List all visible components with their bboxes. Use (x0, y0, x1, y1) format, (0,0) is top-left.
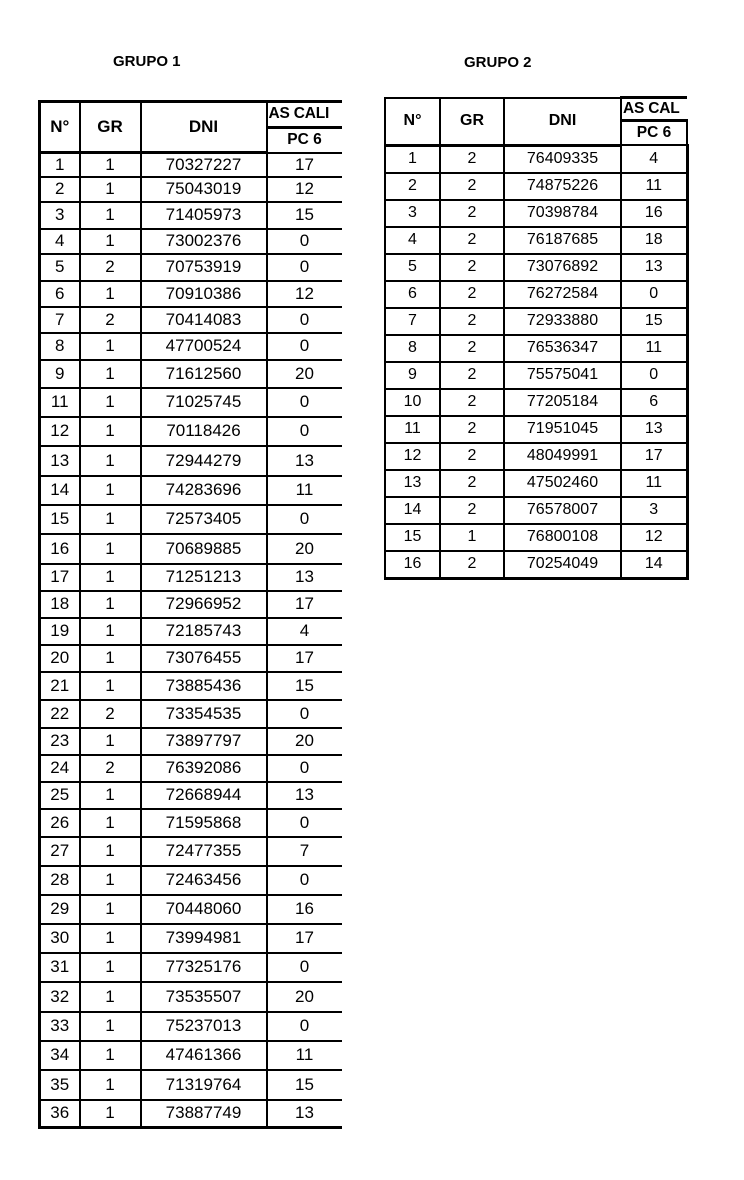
table-row (40, 1100, 342, 1128)
cell-dni: 76578007 (504, 497, 621, 524)
cell-number: 32 (40, 982, 80, 1012)
cell-group: 2 (440, 470, 504, 497)
header-number: N° (385, 98, 440, 146)
cell-number: 4 (40, 229, 80, 254)
cell-score: 11 (267, 476, 342, 505)
cell-dni: 71951045 (504, 416, 621, 443)
cell-score: 0 (267, 254, 342, 281)
cell-group: 1 (80, 645, 141, 672)
cell-number: 6 (40, 281, 80, 307)
cell-score: 11 (621, 470, 687, 497)
cell-group: 2 (440, 551, 504, 579)
cell-group: 1 (80, 333, 141, 360)
cell-dni: 76536347 (504, 335, 621, 362)
table-row (385, 200, 687, 227)
cell-dni: 77205184 (504, 389, 621, 416)
cell-score: 17 (621, 443, 687, 470)
cell-group: 1 (80, 534, 141, 564)
cell-dni: 70327227 (141, 153, 267, 177)
cell-dni: 70254049 (504, 551, 621, 579)
cell-score: 13 (267, 564, 342, 591)
table-row (40, 417, 342, 446)
cell-number: 12 (385, 443, 440, 470)
cell-dni: 70910386 (141, 281, 267, 307)
cell-number: 13 (40, 446, 80, 476)
cell-dni: 71595868 (141, 809, 267, 837)
cell-dni: 71612560 (141, 360, 267, 388)
table-row (40, 202, 342, 229)
cell-group: 1 (80, 153, 141, 177)
cell-group: 1 (80, 782, 141, 809)
cell-dni: 74283696 (141, 476, 267, 505)
cell-dni: 71405973 (141, 202, 267, 229)
cell-dni: 73535507 (141, 982, 267, 1012)
cell-score: 17 (267, 924, 342, 953)
table-row (40, 564, 342, 591)
cell-dni: 72933880 (504, 308, 621, 335)
table-row (40, 254, 342, 281)
cell-score: 20 (267, 534, 342, 564)
cell-score: 13 (267, 782, 342, 809)
cell-number: 23 (40, 728, 80, 755)
cell-dni: 47700524 (141, 333, 267, 360)
table-row (40, 1012, 342, 1041)
cell-dni: 73354535 (141, 700, 267, 728)
cell-score: 14 (621, 551, 687, 579)
cell-score: 17 (267, 153, 342, 177)
cell-group: 1 (80, 446, 141, 476)
cell-group: 1 (80, 728, 141, 755)
table-row (385, 497, 687, 524)
cell-group: 1 (80, 177, 141, 202)
cell-score: 12 (267, 281, 342, 307)
cell-score: 20 (267, 360, 342, 388)
cell-group: 2 (80, 254, 141, 281)
cell-dni: 75237013 (141, 1012, 267, 1041)
cell-dni: 70414083 (141, 307, 267, 333)
cell-dni: 76409335 (504, 145, 621, 173)
cell-dni: 73885436 (141, 672, 267, 700)
cell-group: 1 (80, 417, 141, 446)
cell-score: 13 (621, 254, 687, 281)
cell-group: 1 (80, 837, 141, 866)
cell-group: 1 (80, 1012, 141, 1041)
cell-score: 20 (267, 728, 342, 755)
cell-dni: 73076455 (141, 645, 267, 672)
cell-group: 2 (440, 173, 504, 200)
cell-number: 31 (40, 953, 80, 982)
cell-score: 13 (267, 1100, 342, 1128)
table-row (40, 333, 342, 360)
cell-group: 2 (440, 308, 504, 335)
table-row (385, 362, 687, 389)
cell-dni: 76800108 (504, 524, 621, 551)
cell-number: 2 (40, 177, 80, 202)
cell-score: 16 (621, 200, 687, 227)
cell-score: 11 (621, 335, 687, 362)
cell-number: 22 (40, 700, 80, 728)
cell-score: 4 (267, 618, 342, 645)
cell-number: 9 (40, 360, 80, 388)
cell-dni: 76187685 (504, 227, 621, 254)
cell-dni: 72185743 (141, 618, 267, 645)
cell-dni: 73002376 (141, 229, 267, 254)
table-row (385, 227, 687, 254)
cell-group: 2 (440, 254, 504, 281)
cell-number: 9 (385, 362, 440, 389)
table-row (40, 360, 342, 388)
cell-number: 28 (40, 866, 80, 895)
cell-number: 11 (385, 416, 440, 443)
cell-group: 1 (80, 388, 141, 417)
cell-score: 16 (267, 895, 342, 924)
table-row (385, 308, 687, 335)
cell-dni: 72573405 (141, 505, 267, 534)
cell-number: 34 (40, 1041, 80, 1070)
table-row (40, 229, 342, 254)
cell-number: 6 (385, 281, 440, 308)
cell-dni: 75575041 (504, 362, 621, 389)
group1-rows (40, 153, 342, 1128)
cell-group: 1 (80, 281, 141, 307)
cell-group: 2 (80, 307, 141, 333)
cell-number: 12 (40, 417, 80, 446)
cell-dni: 72668944 (141, 782, 267, 809)
cell-dni: 77325176 (141, 953, 267, 982)
cell-group: 2 (80, 700, 141, 728)
table-row (385, 416, 687, 443)
cell-score: 20 (267, 982, 342, 1012)
table-row (40, 837, 342, 866)
cell-score: 11 (621, 173, 687, 200)
cell-score: 17 (267, 591, 342, 618)
cell-number: 14 (385, 497, 440, 524)
cell-group: 1 (80, 564, 141, 591)
cell-dni: 76392086 (141, 755, 267, 782)
cell-group: 2 (440, 497, 504, 524)
cell-group: 2 (440, 227, 504, 254)
cell-score: 13 (267, 446, 342, 476)
table-row (40, 645, 342, 672)
cell-number: 8 (40, 333, 80, 360)
cell-score: 15 (267, 202, 342, 229)
cell-number: 10 (385, 389, 440, 416)
cell-number: 2 (385, 173, 440, 200)
cell-group: 1 (80, 866, 141, 895)
table-row (40, 782, 342, 809)
cell-score: 0 (267, 229, 342, 254)
cell-dni: 72944279 (141, 446, 267, 476)
cell-score: 4 (621, 145, 687, 173)
table-row (40, 177, 342, 202)
cell-number: 17 (40, 564, 80, 591)
cell-group: 1 (80, 229, 141, 254)
cell-score: 0 (621, 362, 687, 389)
cell-group: 1 (80, 924, 141, 953)
table-row (385, 443, 687, 470)
header-grade-top: AS CALI (267, 102, 342, 128)
cell-group: 1 (80, 360, 141, 388)
cell-group: 1 (80, 982, 141, 1012)
cell-number: 35 (40, 1070, 80, 1100)
cell-dni: 70118426 (141, 417, 267, 446)
cell-number: 8 (385, 335, 440, 362)
cell-number: 30 (40, 924, 80, 953)
cell-score: 0 (267, 700, 342, 728)
table-row (40, 388, 342, 417)
table-row (40, 982, 342, 1012)
cell-number: 20 (40, 645, 80, 672)
table-row (40, 866, 342, 895)
cell-group: 1 (80, 1070, 141, 1100)
cell-score: 0 (267, 755, 342, 782)
header-group: GR (80, 102, 141, 153)
table-row (40, 476, 342, 505)
cell-score: 15 (621, 308, 687, 335)
cell-number: 3 (385, 200, 440, 227)
cell-number: 21 (40, 672, 80, 700)
cell-group: 1 (440, 524, 504, 551)
cell-dni: 72463456 (141, 866, 267, 895)
table-row (40, 953, 342, 982)
table-row (385, 335, 687, 362)
group1-title: GRUPO 1 (113, 53, 181, 70)
cell-score: 0 (621, 281, 687, 308)
cell-score: 15 (267, 1070, 342, 1100)
table-row (40, 700, 342, 728)
cell-number: 26 (40, 809, 80, 837)
cell-score: 18 (621, 227, 687, 254)
group1-table (38, 100, 342, 1129)
cell-number: 11 (40, 388, 80, 417)
cell-number: 25 (40, 782, 80, 809)
cell-group: 1 (80, 202, 141, 229)
cell-dni: 76272584 (504, 281, 621, 308)
cell-score: 15 (267, 672, 342, 700)
cell-group: 2 (440, 335, 504, 362)
cell-group: 2 (440, 443, 504, 470)
table-row (40, 591, 342, 618)
table-row (40, 505, 342, 534)
cell-dni: 47502460 (504, 470, 621, 497)
cell-score: 0 (267, 1012, 342, 1041)
cell-group: 1 (80, 591, 141, 618)
cell-number: 5 (40, 254, 80, 281)
cell-group: 1 (80, 895, 141, 924)
table-row (40, 1041, 342, 1070)
table-row (385, 145, 687, 173)
cell-number: 13 (385, 470, 440, 497)
table-row (40, 1070, 342, 1100)
cell-group: 1 (80, 476, 141, 505)
cell-score: 0 (267, 866, 342, 895)
cell-score: 12 (621, 524, 687, 551)
group2-table (384, 96, 689, 580)
table-row (40, 534, 342, 564)
cell-dni: 73897797 (141, 728, 267, 755)
cell-group: 2 (440, 389, 504, 416)
cell-score: 0 (267, 809, 342, 837)
table-row (385, 470, 687, 497)
cell-dni: 47461366 (141, 1041, 267, 1070)
cell-group: 1 (80, 953, 141, 982)
table-row (40, 809, 342, 837)
cell-group: 1 (80, 505, 141, 534)
cell-dni: 73076892 (504, 254, 621, 281)
table-row (40, 755, 342, 782)
table-row (385, 254, 687, 281)
table-row (385, 551, 687, 579)
cell-score: 6 (621, 389, 687, 416)
table-row (40, 446, 342, 476)
table-row (385, 389, 687, 416)
header-grade-bottom: PC 6 (621, 121, 687, 146)
cell-group: 1 (80, 1100, 141, 1128)
cell-dni: 75043019 (141, 177, 267, 202)
cell-group: 2 (440, 281, 504, 308)
header-grade-bottom: PC 6 (267, 127, 342, 152)
cell-number: 3 (40, 202, 80, 229)
header-group: GR (440, 98, 504, 146)
cell-score: 0 (267, 505, 342, 534)
cell-number: 36 (40, 1100, 80, 1128)
header-number: N° (40, 102, 80, 153)
table-row (40, 895, 342, 924)
cell-number: 1 (40, 153, 80, 177)
cell-score: 11 (267, 1041, 342, 1070)
cell-number: 18 (40, 591, 80, 618)
cell-score: 7 (267, 837, 342, 866)
table-row (385, 524, 687, 551)
cell-dni: 73887749 (141, 1100, 267, 1128)
cell-dni: 71251213 (141, 564, 267, 591)
cell-number: 15 (40, 505, 80, 534)
cell-group: 1 (80, 618, 141, 645)
cell-score: 13 (621, 416, 687, 443)
cell-score: 17 (267, 645, 342, 672)
cell-number: 19 (40, 618, 80, 645)
group2-title: GRUPO 2 (464, 54, 532, 71)
cell-number: 16 (385, 551, 440, 579)
header-dni: DNI (141, 102, 267, 153)
cell-score: 0 (267, 388, 342, 417)
cell-score: 0 (267, 417, 342, 446)
header-dni: DNI (504, 98, 621, 146)
cell-group: 1 (80, 672, 141, 700)
cell-number: 7 (40, 307, 80, 333)
table-row (40, 618, 342, 645)
cell-dni: 73994981 (141, 924, 267, 953)
table-row (40, 153, 342, 177)
cell-score: 0 (267, 953, 342, 982)
cell-number: 1 (385, 145, 440, 173)
cell-dni: 70689885 (141, 534, 267, 564)
cell-score: 3 (621, 497, 687, 524)
group2-rows (385, 145, 687, 578)
table-row (40, 281, 342, 307)
cell-group: 2 (440, 416, 504, 443)
table-row (40, 924, 342, 953)
cell-number: 33 (40, 1012, 80, 1041)
header-grade-top: AS CAL (621, 98, 687, 121)
cell-dni: 48049991 (504, 443, 621, 470)
cell-group: 1 (80, 1041, 141, 1070)
cell-number: 4 (385, 227, 440, 254)
cell-score: 0 (267, 333, 342, 360)
cell-number: 14 (40, 476, 80, 505)
cell-group: 2 (440, 145, 504, 173)
cell-dni: 71319764 (141, 1070, 267, 1100)
cell-group: 2 (80, 755, 141, 782)
cell-dni: 70448060 (141, 895, 267, 924)
cell-dni: 70398784 (504, 200, 621, 227)
table-row (385, 281, 687, 308)
cell-dni: 72966952 (141, 591, 267, 618)
cell-number: 15 (385, 524, 440, 551)
cell-number: 7 (385, 308, 440, 335)
cell-score: 0 (267, 307, 342, 333)
table-row (40, 307, 342, 333)
cell-dni: 71025745 (141, 388, 267, 417)
table-row (40, 728, 342, 755)
cell-number: 29 (40, 895, 80, 924)
cell-group: 2 (440, 200, 504, 227)
table-row (385, 173, 687, 200)
cell-score: 12 (267, 177, 342, 202)
cell-dni: 70753919 (141, 254, 267, 281)
cell-number: 16 (40, 534, 80, 564)
cell-dni: 74875226 (504, 173, 621, 200)
cell-group: 1 (80, 809, 141, 837)
cell-number: 24 (40, 755, 80, 782)
cell-number: 5 (385, 254, 440, 281)
table-row (40, 672, 342, 700)
cell-dni: 72477355 (141, 837, 267, 866)
cell-group: 2 (440, 362, 504, 389)
cell-number: 27 (40, 837, 80, 866)
